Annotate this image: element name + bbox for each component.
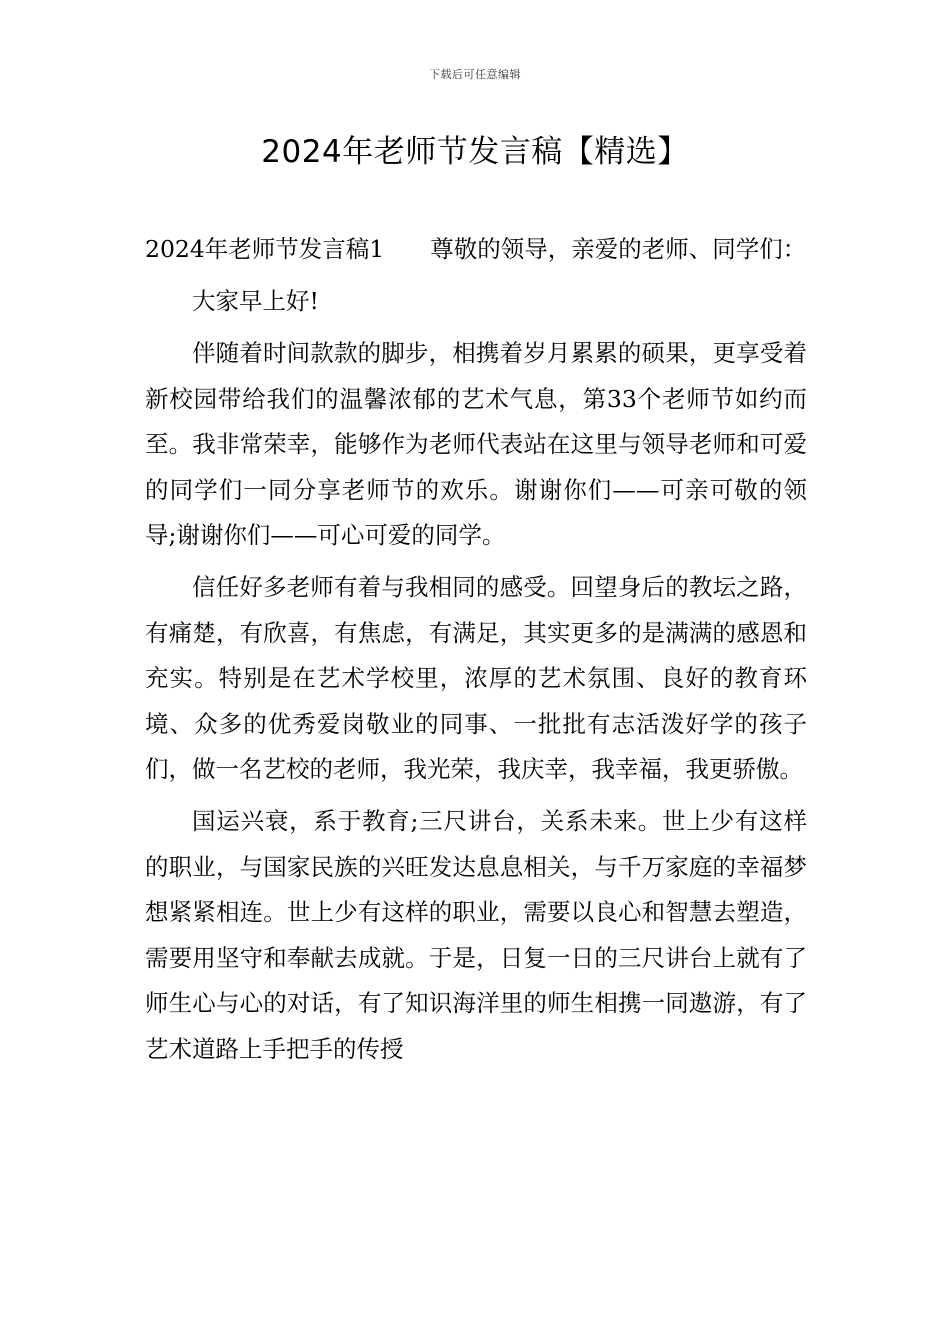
paragraph-1: 伴随着时间款款的脚步，相携着岁月累累的硕果，更享受着新校园带给我们的温馨浓郁的艺术气息，第33个老师节如约而至。我非常荣幸，能够作为老师代表站在这里与领导老师和可爱的同学们一同分享老师节的欢乐。谢谢你们——可亲可敬的领导;谢谢你们——可心可爱的同学。	[145, 339, 807, 549]
header-note: 下载后可任意编辑	[429, 68, 521, 81]
paragraph-2: 信任好多老师有着与我相同的感受。回望身后的教坛之路，有痛楚，有欣喜，有焦虑，有满足，其实更多的是满满的感恩和充实。特别是在艺术学校里，浓厚的艺术氛围、良好的教育环境、众多的优秀爱岗敬业的同事、一批批有志活泼好学的孩子们，做一名艺校的老师，我光荣，我庆幸，我幸福，我更骄傲。	[145, 573, 807, 783]
document-body	[145, 227, 807, 1079]
intro-salutation: 尊敬的领导，亲爱的老师、同学们：	[430, 235, 807, 263]
paragraph-greeting: 大家早上好!	[192, 287, 319, 315]
intro-label: 2024年老师节发言稿1	[145, 235, 385, 263]
document-title: 2024年老师节发言稿【精选】	[261, 134, 689, 170]
intro-paragraph	[145, 227, 807, 273]
paragraph-3: 国运兴衰，系于教育;三尺讲台，关系未来。世上少有这样的职业，与国家民族的兴旺发达息息相关，与千万家庭的幸福梦想紧紧相连。世上少有这样的职业，需要以良心和智慧去塑造，需要用坚守和奉献去成就。于是，日复一日的三尺讲台上就有了师生心与心的对话，有了知识海洋里的师生相携一同遨游，有了艺术道路上手把手的传授	[145, 807, 807, 1063]
